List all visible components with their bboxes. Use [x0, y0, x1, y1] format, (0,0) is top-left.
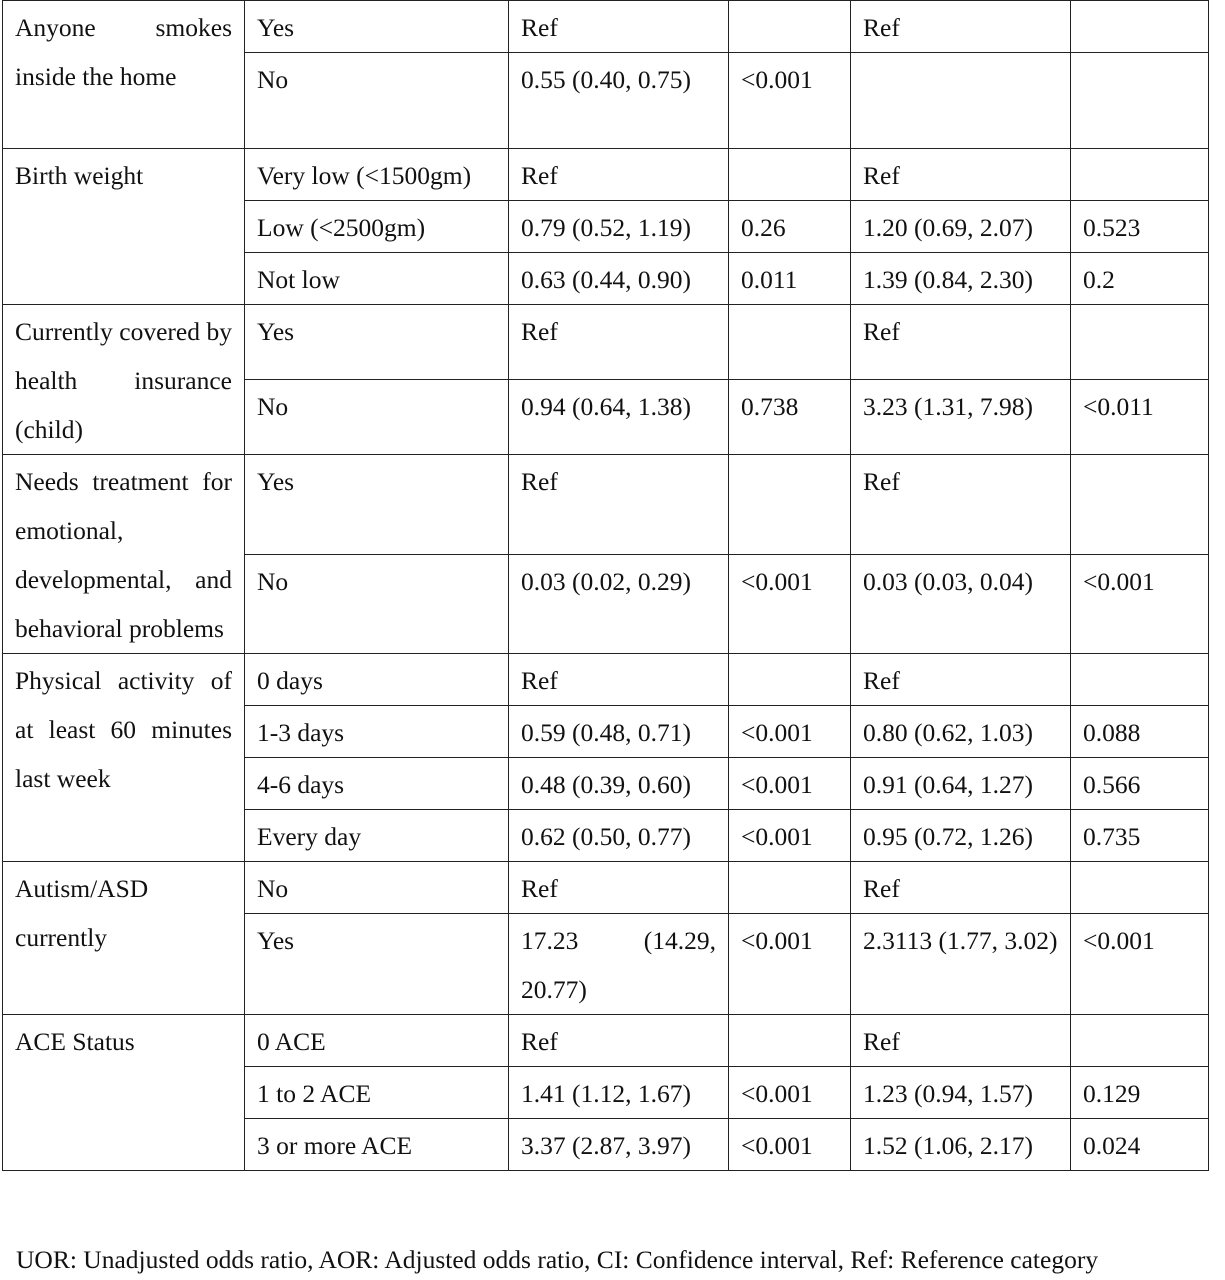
uor-cell: 3.37 (2.87, 3.97) — [509, 1119, 729, 1171]
uor-p-cell — [729, 1, 851, 53]
aor-cell: Ref — [851, 305, 1071, 380]
uor-cell: Ref — [509, 654, 729, 706]
uor-p-cell: 0.011 — [729, 253, 851, 305]
table-row — [3, 1015, 1209, 1067]
aor-p-cell: <0.011 — [1071, 380, 1209, 455]
category-cell: Very low (<1500gm) — [245, 149, 509, 201]
category-cell: 1-3 days — [245, 706, 509, 758]
aor-cell: 1.23 (0.94, 1.57) — [851, 1067, 1071, 1119]
uor-cell: 0.03 (0.02, 0.29) — [509, 554, 729, 654]
uor-p-cell: <0.001 — [729, 53, 851, 149]
aor-cell: 0.03 (0.03, 0.04) — [851, 554, 1071, 654]
category-cell: No — [245, 380, 509, 455]
uor-p-cell — [729, 305, 851, 380]
variable-cell: Currently covered by health insurance (child) — [3, 305, 245, 455]
regression-results-table — [2, 0, 1209, 1171]
aor-cell: 0.80 (0.62, 1.03) — [851, 706, 1071, 758]
aor-cell — [851, 53, 1071, 149]
uor-p-cell — [729, 862, 851, 914]
uor-p-cell: <0.001 — [729, 1119, 851, 1171]
uor-p-cell — [729, 455, 851, 555]
aor-p-cell: 0.129 — [1071, 1067, 1209, 1119]
category-cell: 0 days — [245, 654, 509, 706]
aor-p-cell: 0.523 — [1071, 201, 1209, 253]
category-cell: 0 ACE — [245, 1015, 509, 1067]
uor-p-cell — [729, 1015, 851, 1067]
variable-cell: Physical activity of at least 60 minutes last week — [3, 654, 245, 862]
category-cell: Every day — [245, 810, 509, 862]
aor-p-cell: <0.001 — [1071, 554, 1209, 654]
aor-p-cell — [1071, 862, 1209, 914]
category-cell: Low (<2500gm) — [245, 201, 509, 253]
uor-cell: Ref — [509, 149, 729, 201]
aor-cell: 1.20 (0.69, 2.07) — [851, 201, 1071, 253]
uor-cell: 0.48 (0.39, 0.60) — [509, 758, 729, 810]
uor-cell: Ref — [509, 862, 729, 914]
aor-cell: Ref — [851, 862, 1071, 914]
aor-p-cell — [1071, 1, 1209, 53]
uor-p-cell: <0.001 — [729, 810, 851, 862]
aor-p-cell — [1071, 149, 1209, 201]
aor-p-cell — [1071, 305, 1209, 380]
table-row — [3, 1, 1209, 53]
category-cell: Yes — [245, 455, 509, 555]
uor-cell: 0.55 (0.40, 0.75) — [509, 53, 729, 149]
aor-cell: Ref — [851, 149, 1071, 201]
uor-cell: 1.41 (1.12, 1.67) — [509, 1067, 729, 1119]
aor-p-cell: 0.735 — [1071, 810, 1209, 862]
uor-cell: 0.63 (0.44, 0.90) — [509, 253, 729, 305]
category-cell: Yes — [245, 1, 509, 53]
uor-cell: Ref — [509, 455, 729, 555]
aor-cell: Ref — [851, 654, 1071, 706]
aor-p-cell — [1071, 654, 1209, 706]
uor-cell: 0.79 (0.52, 1.19) — [509, 201, 729, 253]
aor-cell: 0.91 (0.64, 1.27) — [851, 758, 1071, 810]
uor-p-cell: <0.001 — [729, 1067, 851, 1119]
category-cell: Not low — [245, 253, 509, 305]
variable-cell: ACE Status — [3, 1015, 245, 1171]
table-row — [3, 862, 1209, 914]
uor-cell: 0.94 (0.64, 1.38) — [509, 380, 729, 455]
uor-p-cell: <0.001 — [729, 914, 851, 1015]
uor-p-cell: <0.001 — [729, 706, 851, 758]
uor-cell: 17.23 (14.29, 20.77) — [509, 914, 729, 1015]
aor-p-cell — [1071, 53, 1209, 149]
category-cell: 3 or more ACE — [245, 1119, 509, 1171]
aor-p-cell — [1071, 455, 1209, 555]
aor-cell: Ref — [851, 1, 1071, 53]
category-cell: 1 to 2 ACE — [245, 1067, 509, 1119]
category-cell: 4-6 days — [245, 758, 509, 810]
aor-cell: Ref — [851, 455, 1071, 555]
aor-p-cell: 0.024 — [1071, 1119, 1209, 1171]
aor-cell: Ref — [851, 1015, 1071, 1067]
category-cell: No — [245, 862, 509, 914]
uor-cell: 0.59 (0.48, 0.71) — [509, 706, 729, 758]
aor-p-cell: <0.001 — [1071, 914, 1209, 1015]
table-row — [3, 455, 1209, 555]
uor-p-cell: <0.001 — [729, 554, 851, 654]
aor-cell: 1.52 (1.06, 2.17) — [851, 1119, 1071, 1171]
category-cell: No — [245, 53, 509, 149]
uor-p-cell — [729, 654, 851, 706]
aor-p-cell: 0.088 — [1071, 706, 1209, 758]
category-cell: Yes — [245, 305, 509, 380]
uor-cell: 0.62 (0.50, 0.77) — [509, 810, 729, 862]
aor-cell: 0.95 (0.72, 1.26) — [851, 810, 1071, 862]
uor-cell: Ref — [509, 1, 729, 53]
table-row — [3, 305, 1209, 380]
uor-p-cell: 0.738 — [729, 380, 851, 455]
table-row — [3, 654, 1209, 706]
variable-cell: Anyone smokes inside the home — [3, 1, 245, 149]
uor-cell: Ref — [509, 305, 729, 380]
table-row — [3, 149, 1209, 201]
uor-p-cell: <0.001 — [729, 758, 851, 810]
variable-cell: Birth weight — [3, 149, 245, 305]
aor-cell: 1.39 (0.84, 2.30) — [851, 253, 1071, 305]
uor-cell: Ref — [509, 1015, 729, 1067]
uor-p-cell — [729, 149, 851, 201]
aor-p-cell — [1071, 1015, 1209, 1067]
aor-cell: 3.23 (1.31, 7.98) — [851, 380, 1071, 455]
category-cell: Yes — [245, 914, 509, 1015]
aor-p-cell: 0.2 — [1071, 253, 1209, 305]
variable-cell: Autism/ASD currently — [3, 862, 245, 1015]
uor-p-cell: 0.26 — [729, 201, 851, 253]
aor-p-cell: 0.566 — [1071, 758, 1209, 810]
category-cell: No — [245, 554, 509, 654]
aor-cell: 2.3113 (1.77, 3.02) — [851, 914, 1071, 1015]
table-footnote: UOR: Unadjusted odds ratio, AOR: Adjusted odds ratio, CI: Confidence interval, Ref: Reference category — [16, 1245, 1099, 1274]
variable-cell: Needs treatment for emotional, developmental, and behavioral problems — [3, 455, 245, 654]
